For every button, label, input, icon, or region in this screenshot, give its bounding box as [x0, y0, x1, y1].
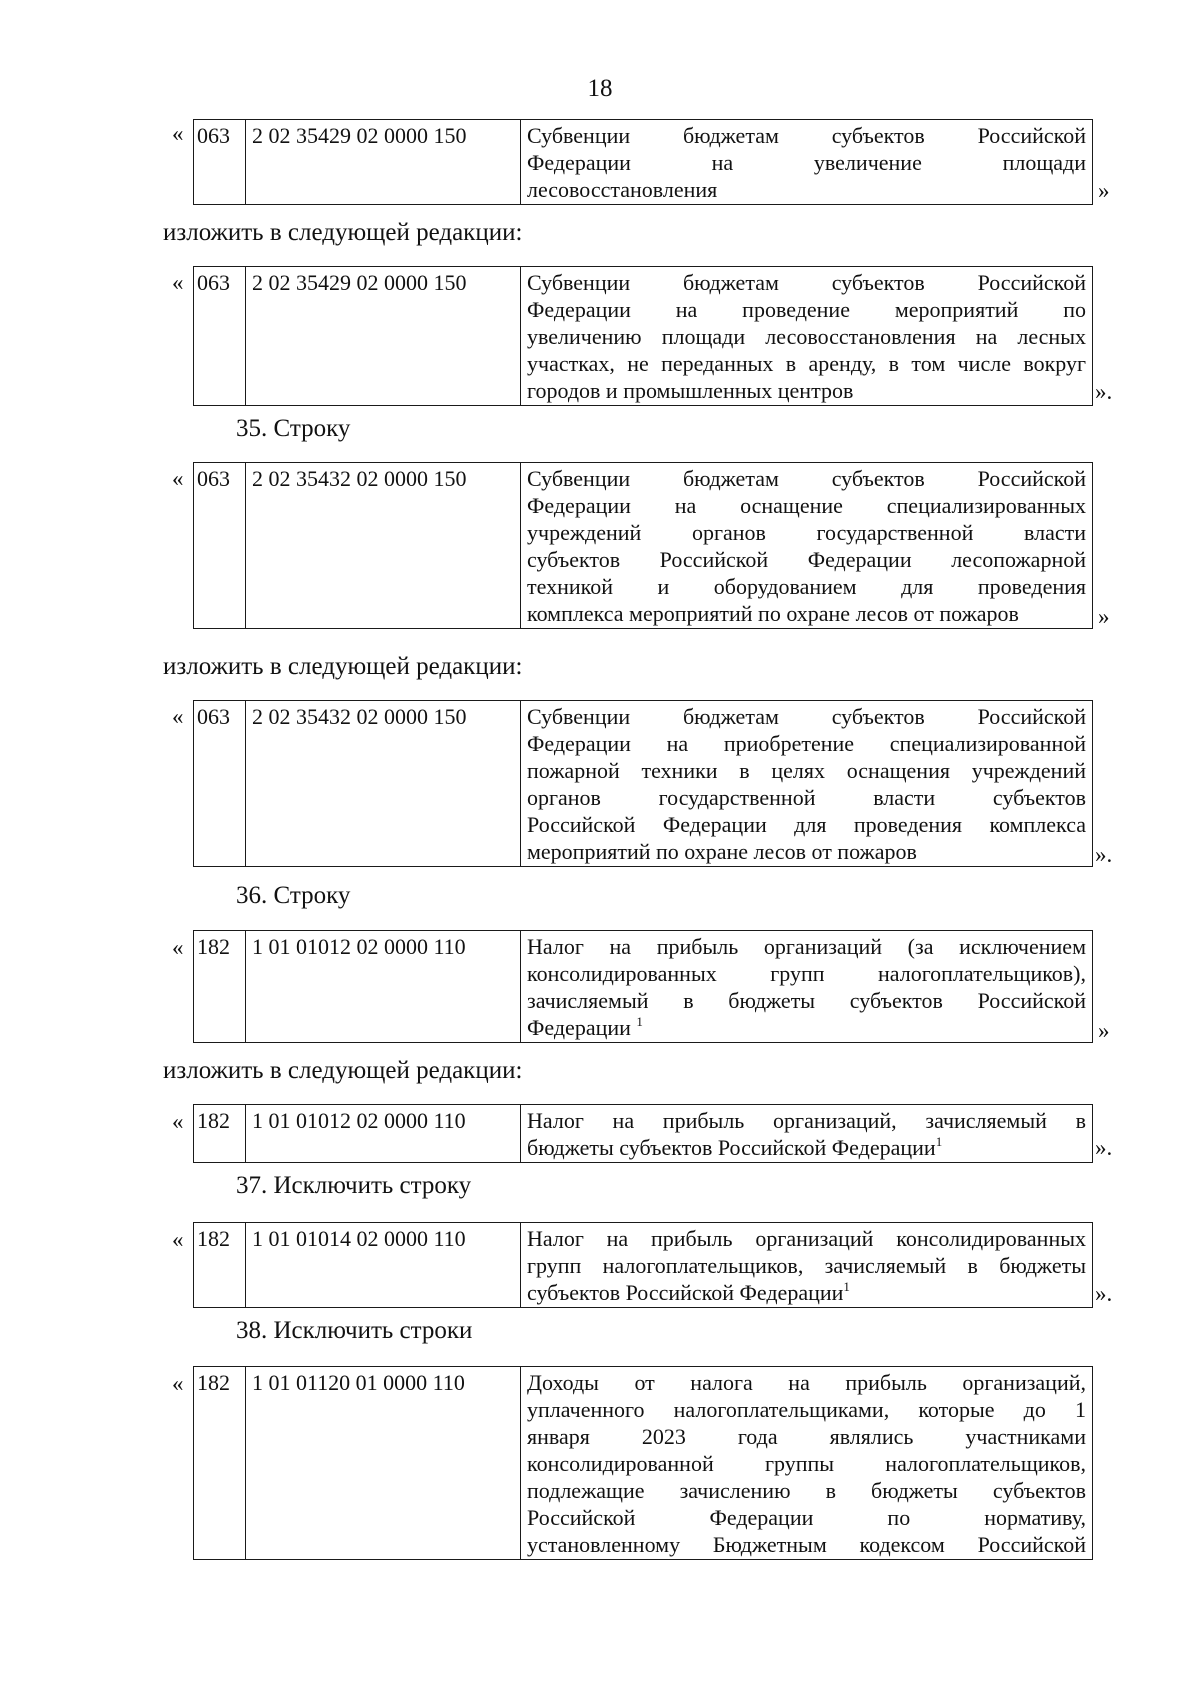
table-row-block-0 [193, 119, 1093, 205]
name-cell [521, 463, 1093, 629]
budget-code-cell: 2 02 35429 02 0000 150 [246, 267, 521, 406]
name-line: Федерации на приобретение специализированной [527, 731, 1086, 756]
admin-code-cell: 182 [194, 931, 246, 1043]
name-line [527, 1014, 1086, 1041]
budget-code-cell: 2 02 35432 02 0000 150 [246, 463, 521, 629]
name-line: органов государственной власти субъектов [527, 785, 1086, 810]
paragraph-edit-instruction: изложить в следующей редакции: [163, 219, 523, 246]
name-line: подлежащие зачислению в бюджеты субъектов [527, 1478, 1086, 1503]
name-cell [521, 931, 1093, 1043]
paragraph-item-36: 36. Строку [236, 882, 351, 909]
paragraph-edit-instruction: изложить в следующей редакции: [163, 1057, 523, 1084]
name-line: увеличению площади лесовосстановления на лесных [527, 324, 1086, 349]
open-quote: « [172, 270, 184, 295]
name-line: Налог на прибыль организаций (за исключением [527, 934, 1086, 959]
name-line [527, 1134, 1086, 1161]
open-quote: « [172, 466, 184, 491]
name-cell [521, 1223, 1093, 1308]
table-row-block-2 [193, 462, 1093, 629]
footnote-mark: 1 [935, 1134, 943, 1149]
name-line: Российской Федерации по нормативу, [527, 1505, 1086, 1530]
name-line: городов и промышленных центров [527, 378, 854, 403]
close-quote: ». [1095, 1135, 1113, 1160]
close-quote: » [1098, 178, 1110, 203]
name-line: консолидированной группы налогоплательщиков, [527, 1451, 1086, 1476]
name-line: учреждений органов государственной власти [527, 520, 1086, 545]
name-line: Налог на прибыль организаций, зачисляемый в [527, 1108, 1086, 1133]
paragraph-item-37: 37. Исключить строку [236, 1172, 472, 1199]
name-line: Субвенции бюджетам субъектов Российской [527, 704, 1086, 729]
name-cell [521, 120, 1093, 205]
name-line [527, 1279, 1086, 1306]
close-quote: » [1098, 1018, 1110, 1043]
name-line-text: бюджеты субъектов Российской Федерации [527, 1135, 936, 1160]
name-line: уплаченного налогоплательщиками, которые до 1 [527, 1397, 1086, 1422]
name-cell [521, 1367, 1093, 1560]
open-quote: « [172, 1371, 184, 1396]
paragraph-item-38: 38. Исключить строки [236, 1317, 473, 1344]
budget-code-cell: 1 01 01120 01 0000 110 [246, 1367, 521, 1560]
name-line: пожарной техники в целях оснащения учреждений [527, 758, 1086, 783]
table-row-block-4 [193, 930, 1093, 1043]
open-quote: « [172, 1227, 184, 1252]
name-line: зачисляемый в бюджеты субъектов Российской [527, 988, 1086, 1013]
open-quote: « [172, 1109, 184, 1134]
name-cell [521, 267, 1093, 406]
name-line-text: субъектов Российской Федерации [527, 1280, 844, 1305]
budget-code-cell: 2 02 35432 02 0000 150 [246, 701, 521, 867]
name-cell [521, 1105, 1093, 1163]
table-row-block-5 [193, 1104, 1093, 1163]
budget-code-cell: 1 01 01012 02 0000 110 [246, 1105, 521, 1163]
name-line: субъектов Российской Федерации лесопожарной [527, 547, 1086, 572]
footnote-mark: 1 [843, 1279, 850, 1294]
admin-code-cell: 063 [194, 701, 246, 867]
name-line: Налог на прибыль организаций консолидированных [527, 1226, 1086, 1251]
name-line: Субвенции бюджетам субъектов Российской [527, 270, 1086, 295]
name-line: Федерации на увеличение площади [527, 150, 1086, 175]
name-line: Федерации на оснащение специализированных [527, 493, 1086, 518]
name-line: комплекса мероприятий по охране лесов от пожаров [527, 601, 1019, 626]
name-line: Субвенции бюджетам субъектов Российской [527, 466, 1086, 491]
close-quote: » [1098, 604, 1110, 629]
paragraph-edit-instruction: изложить в следующей редакции: [163, 653, 523, 680]
name-line: Доходы от налога на прибыль организаций, [527, 1370, 1086, 1395]
budget-code-cell: 1 01 01012 02 0000 110 [246, 931, 521, 1043]
name-line: января 2023 года являлись участниками [527, 1424, 1086, 1449]
name-line: техникой и оборудованием для проведения [527, 574, 1086, 599]
budget-code-cell: 1 01 01014 02 0000 110 [246, 1223, 521, 1308]
admin-code-cell: 063 [194, 463, 246, 629]
table-row-block-7 [193, 1366, 1093, 1560]
page-number: 18 [587, 75, 613, 102]
name-line: Российской Федерации для проведения комплекса [527, 812, 1086, 837]
admin-code-cell: 182 [194, 1367, 246, 1560]
open-quote: « [172, 935, 184, 960]
name-line: Субвенции бюджетам субъектов Российской [527, 123, 1086, 148]
open-quote: « [172, 704, 184, 729]
open-quote: « [172, 121, 184, 146]
admin-code-cell: 063 [194, 267, 246, 406]
name-cell [521, 701, 1093, 867]
paragraph-item-35: 35. Строку [236, 415, 351, 442]
footnote-mark: 1 [636, 1014, 643, 1029]
admin-code-cell: 182 [194, 1105, 246, 1163]
name-line: установленному Бюджетным кодексом Российской [527, 1532, 1086, 1557]
close-quote: ». [1095, 1281, 1113, 1306]
admin-code-cell: 063 [194, 120, 246, 205]
table-row-block-6 [193, 1222, 1093, 1308]
name-line-text: Федерации [527, 1015, 631, 1040]
name-line: участках, не переданных в аренду, в том числе вокруг [527, 351, 1086, 376]
close-quote: ». [1095, 842, 1113, 867]
name-line: лесовосстановления [527, 177, 718, 202]
name-line: мероприятий по охране лесов от пожаров [527, 839, 917, 864]
name-line: Федерации на проведение мероприятий по [527, 297, 1086, 322]
table-row-block-1 [193, 266, 1093, 406]
table-row-block-3 [193, 700, 1093, 867]
budget-code-cell: 2 02 35429 02 0000 150 [246, 120, 521, 205]
name-line: групп налогоплательщиков, зачисляемый в бюджеты [527, 1253, 1086, 1278]
close-quote: ». [1095, 379, 1113, 404]
admin-code-cell: 182 [194, 1223, 246, 1308]
name-line: консолидированных групп налогоплательщиков), [527, 961, 1086, 986]
